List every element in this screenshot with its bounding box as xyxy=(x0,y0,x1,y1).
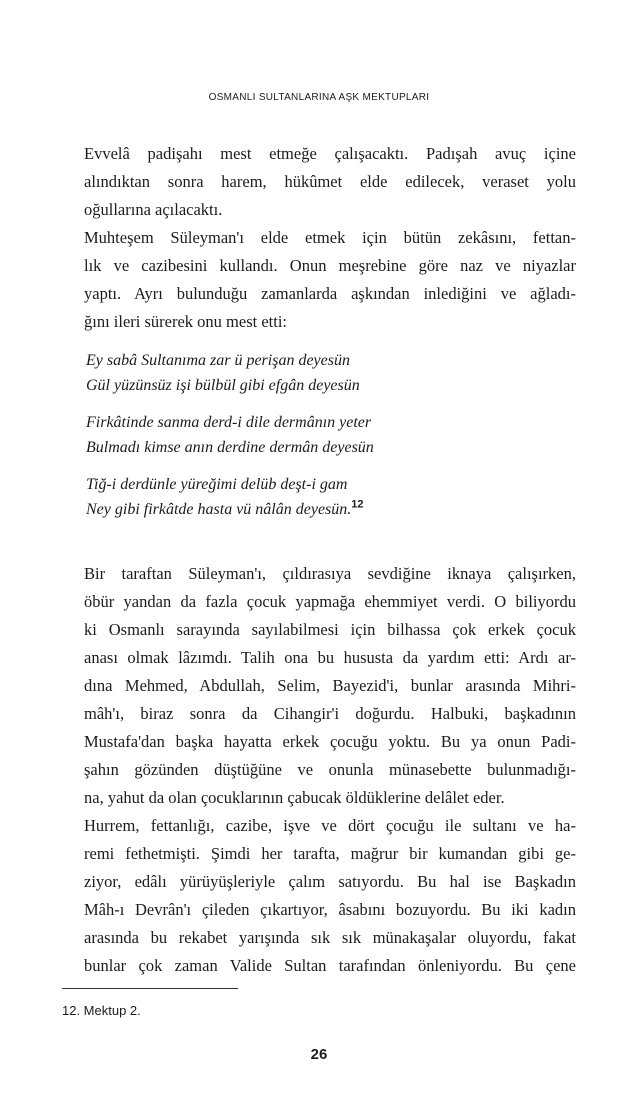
text-line: öbür yandan da fazla çocuk yapmağa ehemmiyet verdi. O biliyordu xyxy=(84,592,576,611)
text-line: mâh'ı, biraz sonra da Cihangir'i doğurdu. Halbuki, başkadının xyxy=(84,704,576,723)
text-line: dına Mehmed, Abdullah, Selim, Bayezid'i, bunlar arasında Mihri- xyxy=(84,676,576,695)
body-text xyxy=(62,560,576,980)
poem xyxy=(86,348,566,522)
verse-line-text: Ney gibi firkâtde hasta vü nâlân deyesün. xyxy=(86,501,352,518)
text-line: lık ve cazibesini kullandı. Onun meşrebine göre naz ve niyazlar xyxy=(84,256,576,275)
page-number: 26 xyxy=(310,1046,328,1063)
poem-stanza xyxy=(86,410,566,460)
verse-line: Bulmadı kimse anın derdine dermân deyesün xyxy=(86,439,374,456)
text-line: bunlar çok zaman Valide Sultan tarafından önleniyordu. Bu çene xyxy=(84,956,576,975)
verse-line: Tiğ-i derdünle yüreğimi delüb deşt-i gam xyxy=(86,476,348,493)
text-line: ğını ileri sürerek onu mest etti: xyxy=(84,312,287,331)
text-line: oğullarına açılacaktı. xyxy=(84,200,223,219)
poem-stanza xyxy=(86,348,566,398)
paragraph-1 xyxy=(62,140,576,224)
text-line: remi fethetmişti. Şimdi her tarafta, mağrur bir kumandan gibi ge- xyxy=(84,844,576,863)
running-header: OSMANLI SULTANLARINA AŞK MEKTUPLARI xyxy=(208,92,430,103)
text-line: anası olmak lâzımdı. Talih ona bu hususta da yardım etti: Ardı ar- xyxy=(84,648,576,667)
text-line: alındıktan sonra harem, hükûmet elde edilecek, veraset yolu xyxy=(84,172,576,191)
footnote-divider xyxy=(62,988,238,989)
text-line: Hurrem, fettanlığı, cazibe, işve ve dört çocuğu ile sultanı ve ha- xyxy=(84,816,576,835)
text-line: na, yahut da olan çocuklarının çabucak öldüklerine delâlet eder. xyxy=(84,788,505,807)
text-line: ki Osmanlı sarayında sayılabilmesi için bilhassa çok erkek çocuk xyxy=(84,620,576,639)
text-line: arasında bu rekabet yarışında sık sık münakaşalar oluyordu, fakat xyxy=(84,928,576,947)
text-line: Muhteşem Süleyman'ı elde etmek için bütün zekâsını, fettan- xyxy=(84,228,576,247)
text-line: Bir taraftan Süleyman'ı, çıldırasıya sevdiğine iknaya çalışırken, xyxy=(84,564,576,583)
verse-line: Gül yüzünsüz işi bülbül gibi efgân deyesün xyxy=(86,377,360,394)
text-line: Mâh-ı Devrân'ı çileden çıkartıyor, âsabını bozuyordu. Bu iki kadın xyxy=(84,900,576,919)
text-line: ziyor, edâlı yürüyüşleriyle çalım satıyordu. Bu hal ise Başkadın xyxy=(84,872,576,891)
paragraph-2 xyxy=(62,224,576,336)
text-line: Evvelâ padişahı mest etmeğe çalışacaktı. Padışah avuç içine xyxy=(84,144,576,163)
poem-stanza xyxy=(86,472,566,522)
text-line: yaptı. Ayrı bulunduğu zamanlarda aşkından inlediğini ve ağladı- xyxy=(84,284,576,303)
verse-line xyxy=(86,497,566,522)
footnote: 12. Mektup 2. xyxy=(62,1003,141,1018)
verse-line: Firkâtinde sanma derd-i dile dermânın yeter xyxy=(86,414,372,431)
footnote-reference: 12 xyxy=(351,498,364,511)
text-line: şahın gözünden düştüğüne ve onunla münasebette bulunmadığı- xyxy=(84,760,576,779)
paragraph-3 xyxy=(62,560,576,812)
verse-line: Ey sabâ Sultanıma zar ü perişan deyesün xyxy=(86,352,350,369)
paragraph-4 xyxy=(62,812,576,980)
intro-text xyxy=(62,140,576,336)
text-line: Mustafa'dan başka hayatta erkek çocuğu yoktu. Bu ya onun Padi- xyxy=(84,732,576,751)
